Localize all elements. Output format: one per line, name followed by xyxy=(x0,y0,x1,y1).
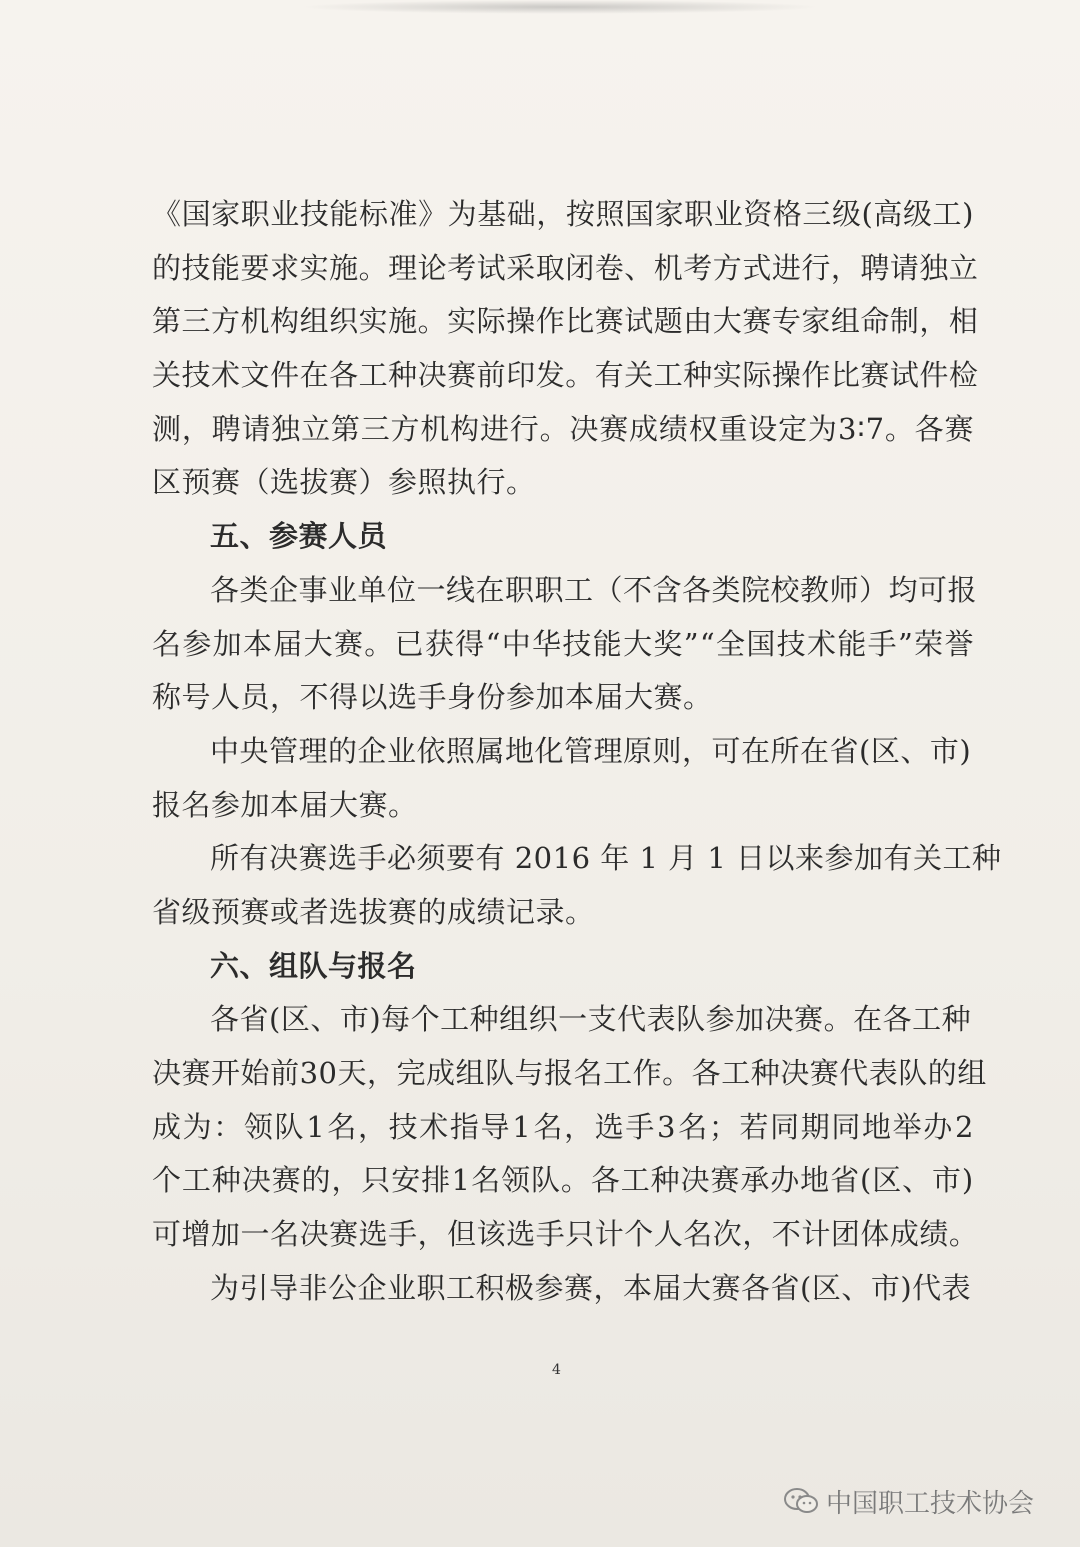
text-line: 成 为 ： 领 队 1 名 ， 技 术 指 导 1 名 ， 选 手 3 名 ； 若 同 期 同 地 举 办 2 xyxy=(152,1109,974,1144)
text-line: 《 国 家 职 业 技 能 标 准 》 为 基 础 ， 按 照 国 家 职 业 资 格 三 级 ( 高 级 工 ) xyxy=(152,197,974,231)
text-line: 各省(区、市)每个工种组织一支代表队参加决赛。在各工种 xyxy=(210,1002,972,1037)
text-line: 关 技 术 文 件 在 各 工 种 决 赛 前 印 发 。 有 关 工 种 实 际 操 作 比 赛 试 件 检 xyxy=(152,358,979,393)
watermark xyxy=(782,1483,1034,1519)
document-body xyxy=(152,188,1002,1315)
text-line: 中央管理的企业依照属地化管理原则，可在所在省(区、市) xyxy=(210,733,972,768)
section-heading: 五、参赛人员 xyxy=(210,519,388,554)
text-line: 各类企事业单位一线在职职工（不含各类院校教师）均可报 xyxy=(210,572,978,607)
text-line: 的 技 能 要 求 实 施 。 理 论 考 试 采 取 闭 卷 、 机 考 方 式 进 行 ， 聘 请 独 立 xyxy=(152,250,979,285)
text-line: 区预赛（选拔赛）参照执行。 xyxy=(152,465,536,500)
scan-shadow xyxy=(300,0,820,14)
section-heading: 六、组队与报名 xyxy=(210,948,417,983)
watermark-text: 中国职工技术协会 xyxy=(826,1488,1035,1519)
text-line: 省级预赛或者选拔赛的成绩记录。 xyxy=(152,894,595,929)
page-number: 4 xyxy=(552,1362,561,1378)
text-line: 个 工 种 决 赛 的 ， 只 安 排 1 名 领 队 。 各 工 种 决 赛 承 办 地 省 ( 区 、 市 ) xyxy=(152,1163,974,1198)
text-line: 所有决赛选手必须要有 2016 年 1 月 1 日以来参加有关工种 xyxy=(210,841,1002,876)
text-line: 称号人员，不得以选手身份参加本届大赛。 xyxy=(152,680,713,715)
text-line: 测 ， 聘 请 独 立 第 三 方 机 构 进 行 。 决 赛 成 绩 权 重 设 定 为 3 ∶ 7 。 各 赛 xyxy=(152,411,974,446)
wechat-icon xyxy=(782,1486,820,1516)
text-line: 决 赛 开 始 前 3 0 天 ， 完 成 组 队 与 报 名 工 作 。 各 工 种 决 赛 代 表 队 的 组 xyxy=(152,1056,987,1090)
text-line: 第 三 方 机 构 组 织 实 施 。 实 际 操 作 比 赛 试 题 由 大 赛 专 家 组 命 制 ， 相 xyxy=(152,304,979,339)
text-line: 可 增 加 一 名 决 赛 选 手 ， 但 该 选 手 只 计 个 人 名 次 ， 不 计 团 体 成 绩 。 xyxy=(152,1217,979,1252)
text-line: 为引导非公企业职工积极参赛，本届大赛各省(区、市)代表 xyxy=(210,1270,972,1305)
text-line: 报名参加本届大赛。 xyxy=(152,787,418,822)
text-line: 名 参 加 本 届 大 赛 。 已 获 得 “ 中 华 技 能 大 奖 ” “ 全 国 技 术 能 手 ” 荣 誉 xyxy=(152,626,974,661)
